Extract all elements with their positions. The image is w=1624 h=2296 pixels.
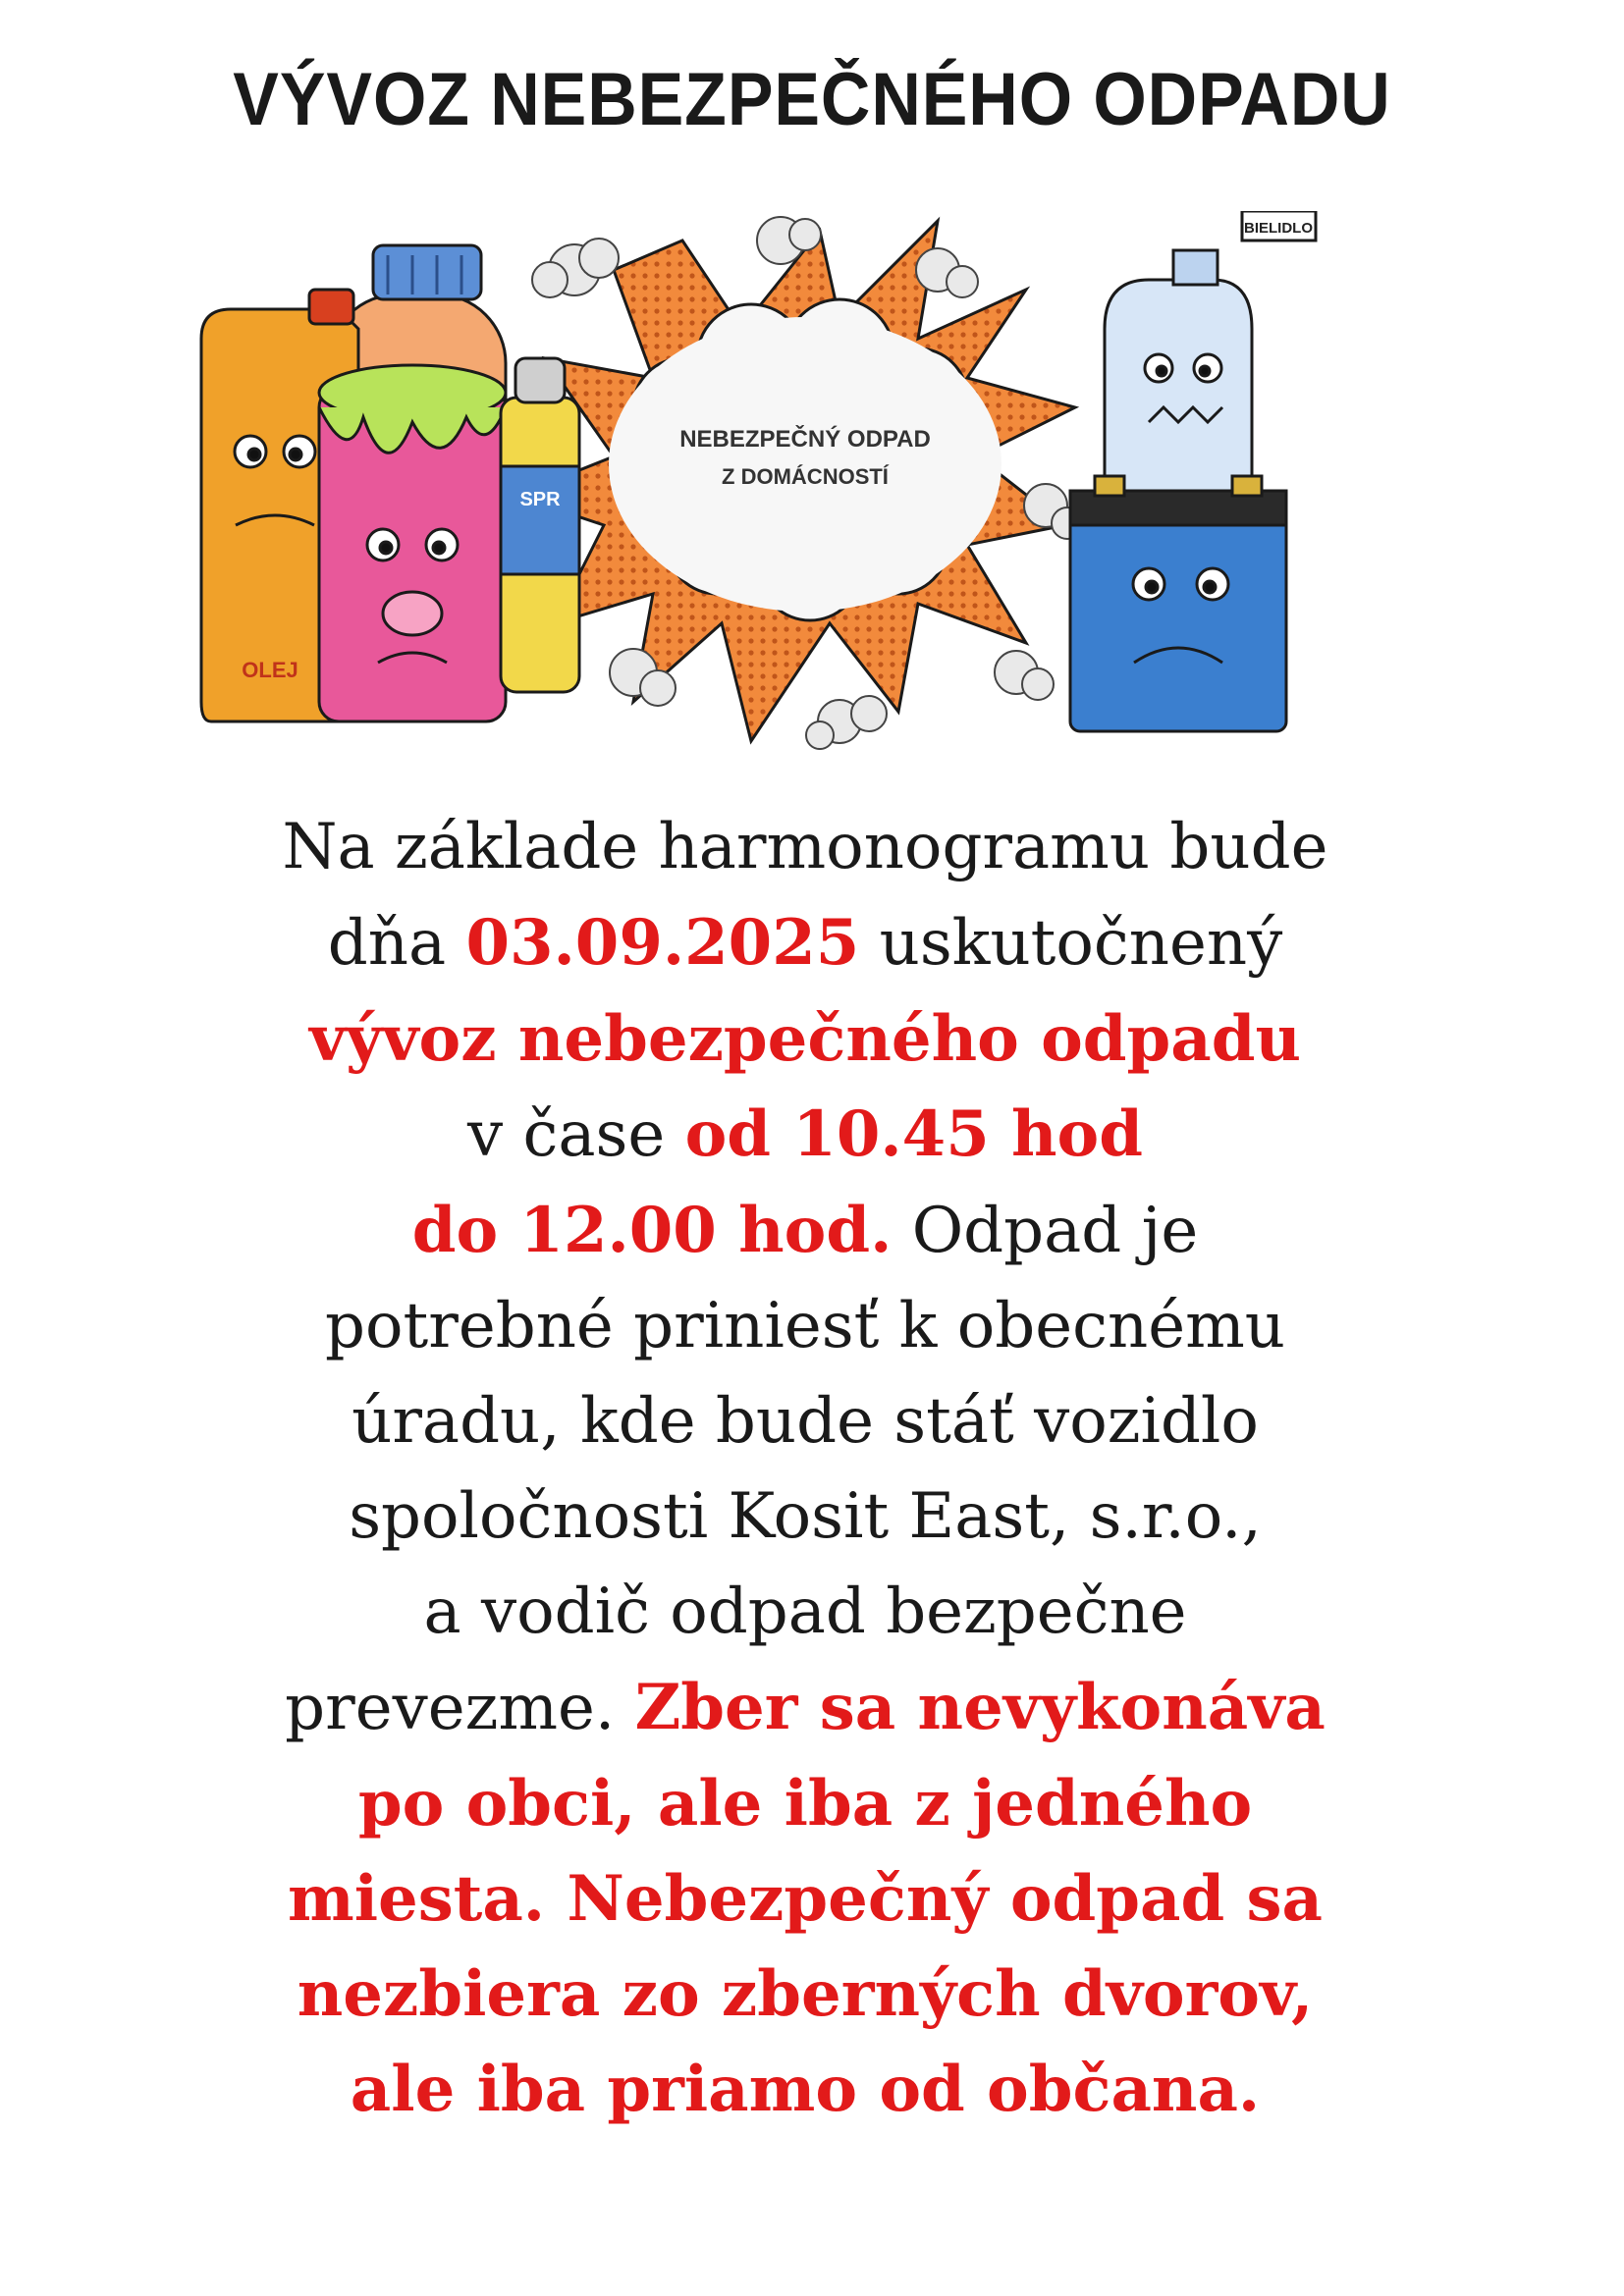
text-segment: dňa <box>327 907 466 980</box>
collection-note: Zber sa nevykonáva <box>634 1671 1326 1744</box>
hazardous-waste-illustration <box>191 211 1389 771</box>
text-line-9: a vodič odpad bezpečne <box>423 1575 1187 1648</box>
cloud-text-line1: NEBEZPEČNÝ ODPAD <box>679 426 931 453</box>
text-line-5 <box>118 1183 1492 1279</box>
text-line-13: nezbiera zo zberných dvorov, <box>297 1957 1314 2031</box>
text-segment: prevezme. <box>285 1672 635 1744</box>
battery <box>1070 476 1286 731</box>
text-segment: uskutočnený <box>859 907 1283 980</box>
text-line-6: potrebné priniesť k obecnému <box>325 1290 1285 1362</box>
text-line-3: vývoz nebezpečného odpadu <box>308 1002 1302 1076</box>
cloud-text-line2: Z DOMÁCNOSTÍ <box>722 464 889 489</box>
text-line-14: ale iba priamo od občana. <box>350 2053 1261 2126</box>
text-segment: Odpad je <box>892 1195 1199 1267</box>
text-line-7: úradu, kde bude stáť vozidlo <box>352 1385 1259 1458</box>
collection-time-from: od 10.45 hod <box>684 1097 1143 1171</box>
collection-time-to: do 12.00 hod. <box>411 1194 893 1267</box>
text-line-4 <box>118 1087 1492 1183</box>
text-line-8: spoločnosti Kosit East, s.r.o., <box>349 1480 1262 1553</box>
paint-can <box>319 365 506 721</box>
text-segment: v čase <box>467 1098 685 1171</box>
text-line-2 <box>118 895 1492 991</box>
bleach-bottle <box>1105 211 1316 506</box>
label-bielidlo: BIELIDLO <box>1244 220 1313 237</box>
collection-date: 03.09.2025 <box>465 906 860 980</box>
label-olej: OLEJ <box>242 658 298 682</box>
poster-title: VÝVOZ NEBEZPEČNÉHO ODPADU <box>233 58 1391 141</box>
announcement-text <box>118 800 1492 2137</box>
label-spr: SPR <box>519 489 561 510</box>
text-line-1: Na základe harmonogramu bude <box>282 811 1328 883</box>
spray-can <box>501 358 579 692</box>
text-line-11: po obci, ale iba z jedného <box>357 1767 1253 1841</box>
text-line-12: miesta. Nebezpečný odpad sa <box>287 1862 1324 1936</box>
text-line-10 <box>118 1660 1492 1756</box>
